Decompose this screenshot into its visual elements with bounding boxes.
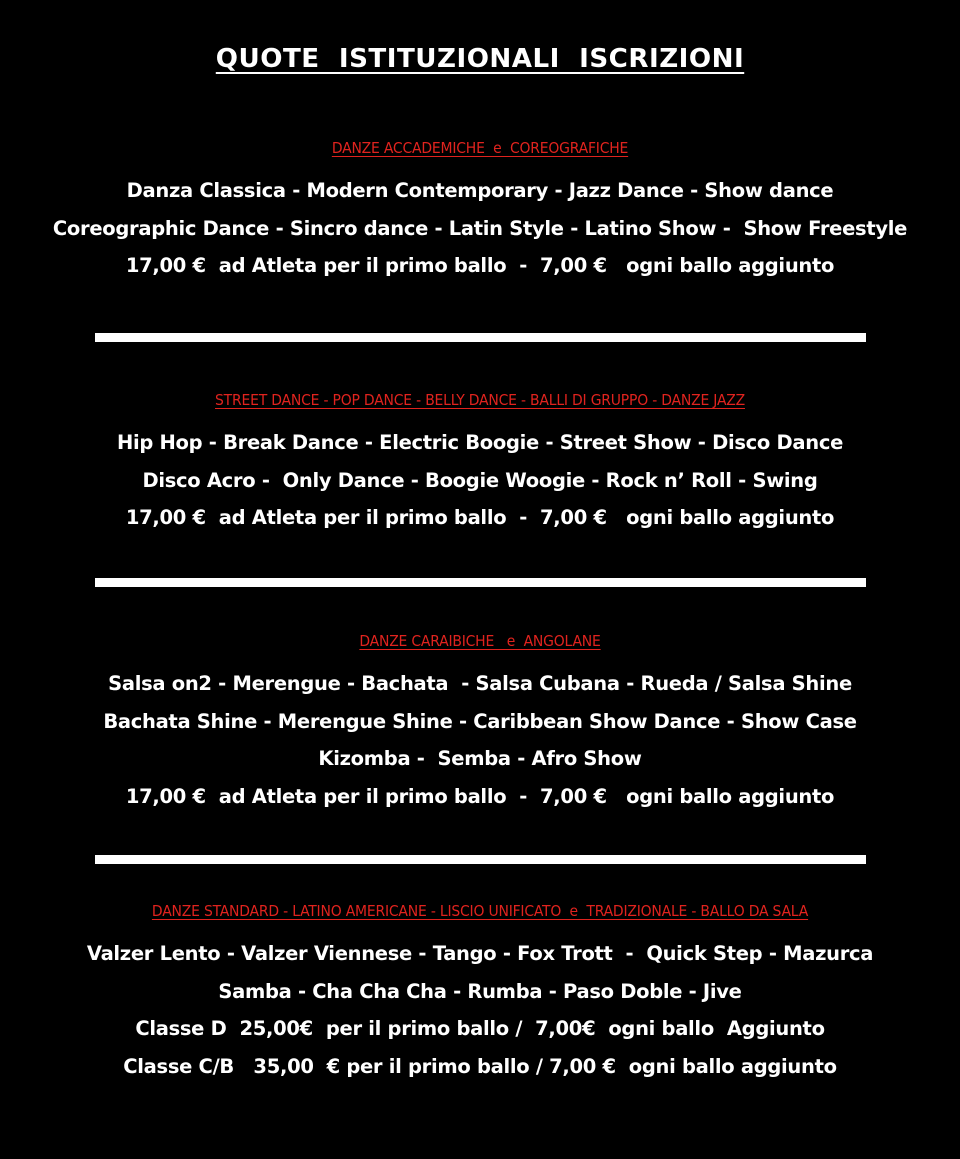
dance-list-line: Samba - Cha Cha Cha - Rumba - Paso Doble - Jive <box>218 979 742 1003</box>
price-line: 17,00 € ad Atleta per il primo ballo - 7,00 € ogni ballo aggiunto <box>125 506 835 529</box>
section-street-dances <box>0 389 960 537</box>
section-divider <box>95 855 866 864</box>
section-heading: DANZE ACCADEMICHE e COREOGRAFICHE <box>331 139 629 157</box>
section-heading: STREET DANCE - POP DANCE - BELLY DANCE - BALLI DI GRUPPO - DANZE JAZZ <box>215 391 745 409</box>
dance-list-line: Disco Acro - Only Dance - Boogie Woogie - Rock n’ Roll - Swing <box>142 468 818 492</box>
price-line: Classe D 25,00€ per il primo ballo / 7,00€ ogni ballo Aggiunto <box>135 1017 825 1040</box>
section-academic-dances <box>0 137 960 285</box>
dance-list-line: Coreographic Dance - Sincro dance - Latin Style - Latino Show - Show Freestyle <box>52 216 908 240</box>
section-standard-latin-dances <box>0 900 960 1085</box>
section-divider <box>95 578 866 587</box>
price-line: Classe C/B 35,00 € per il primo ballo / 7,00 € ogni ballo aggiunto <box>123 1054 837 1078</box>
price-line: 17,00 € ad Atleta per il primo ballo - 7,00 € ogni ballo aggiunto <box>125 784 835 808</box>
section-divider <box>95 333 866 342</box>
page-title: QUOTE ISTITUZIONALI ISCRIZIONI <box>215 44 745 74</box>
dance-list-line: Valzer Lento - Valzer Viennese - Tango - Fox Trott - Quick Step - Mazurca <box>86 942 874 965</box>
section-heading: DANZE CARAIBICHE e ANGOLANE <box>359 632 601 650</box>
dance-list-line: Danza Classica - Modern Contemporary - Jazz Dance - Show dance <box>126 179 834 202</box>
section-caribbean-dances <box>0 630 960 815</box>
section-heading: DANZE STANDARD - LATINO AMERICANE - LISCIO UNIFICATO e TRADIZIONALE - BALLO DA SALA <box>151 902 809 920</box>
dance-list-line: Kizomba - Semba - Afro Show <box>318 747 642 770</box>
dance-list-line: Bachata Shine - Merengue Shine - Caribbean Show Dance - Show Case <box>103 709 857 733</box>
dance-list-line: Salsa on2 - Merengue - Bachata - Salsa Cubana - Rueda / Salsa Shine <box>108 672 852 695</box>
dance-list-line: Hip Hop - Break Dance - Electric Boogie - Street Show - Disco Dance <box>116 431 844 454</box>
price-line: 17,00 € ad Atleta per il primo ballo - 7,00 € ogni ballo aggiunto <box>125 254 835 277</box>
